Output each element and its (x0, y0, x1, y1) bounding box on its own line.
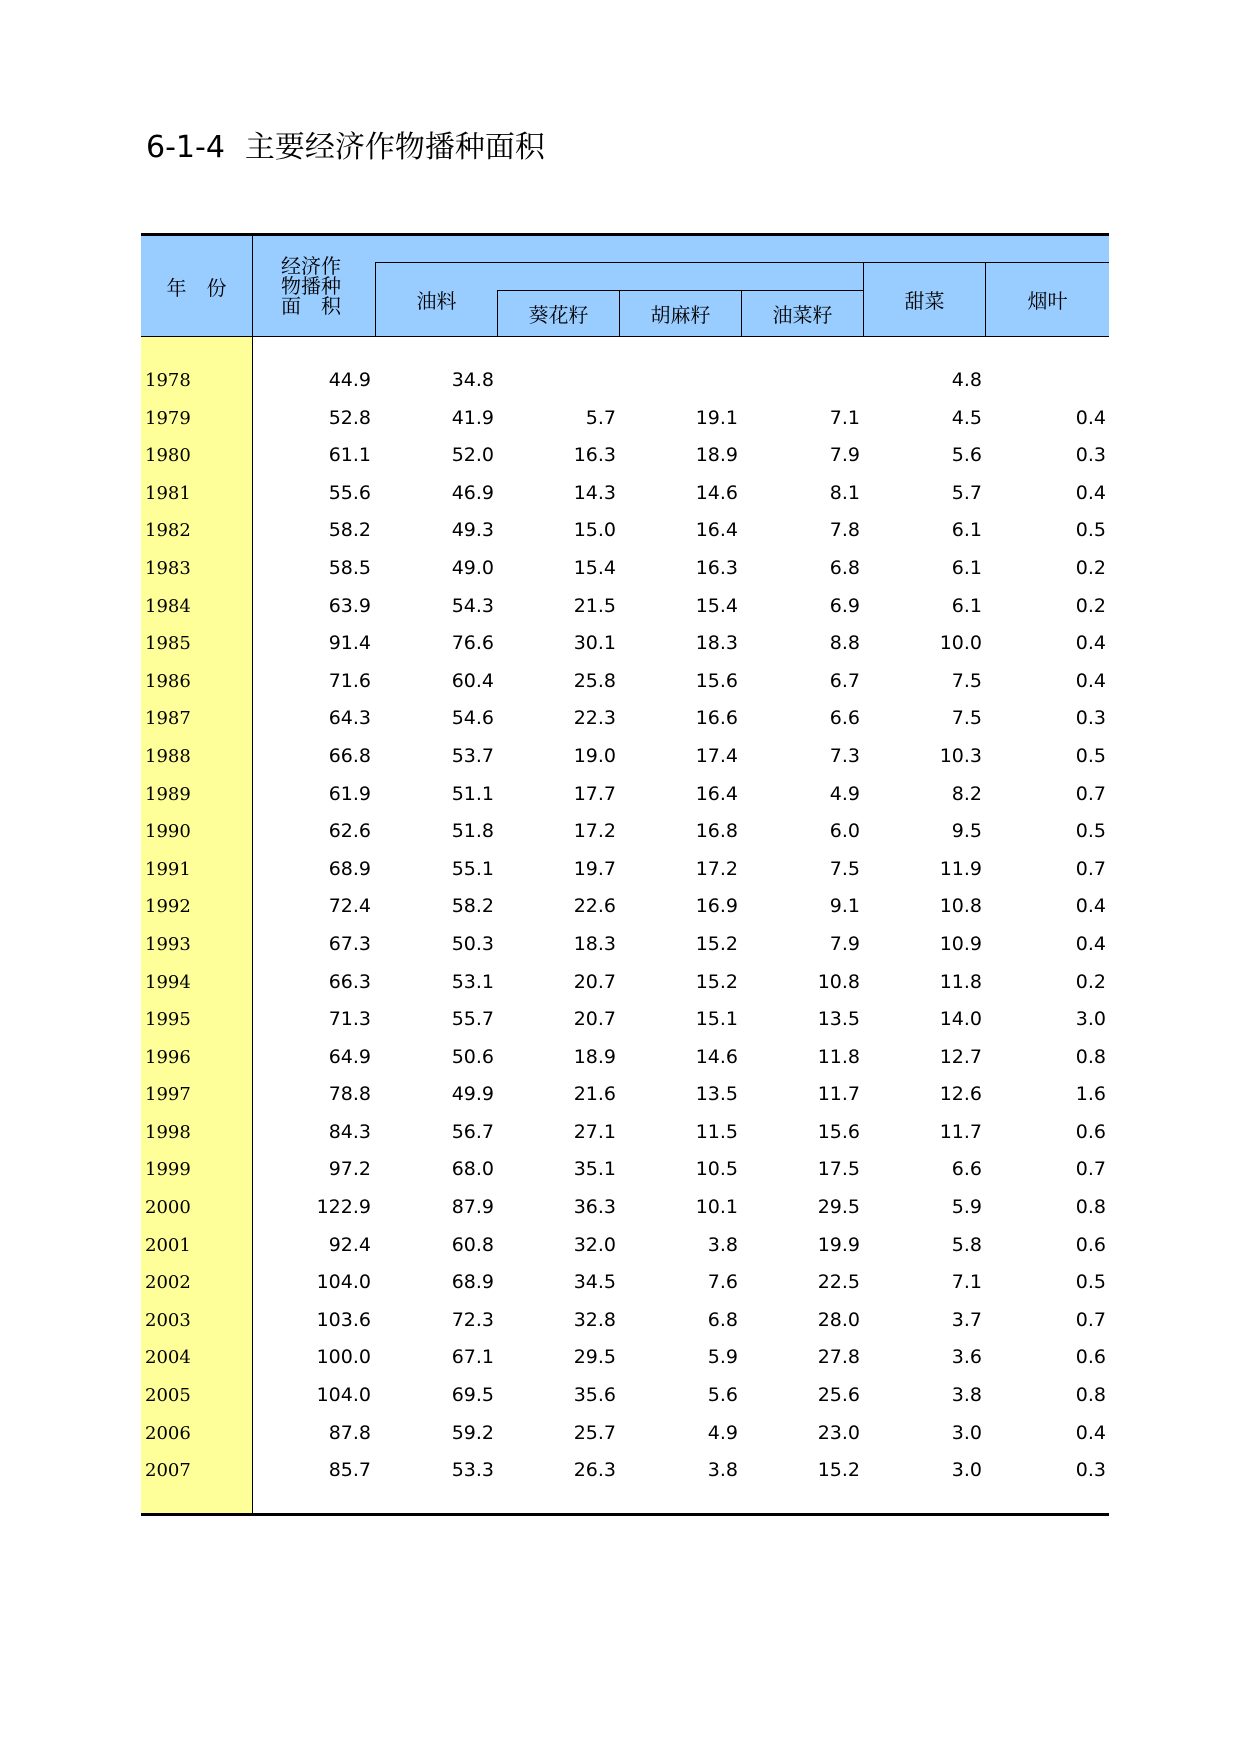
rapeseed-cell: 6.6 (829, 707, 860, 730)
year-cell: 1989 (145, 783, 191, 805)
year-cell: 2003 (145, 1309, 191, 1331)
tobacco-cell: 0.5 (1075, 744, 1106, 767)
rapeseed-cell: 7.9 (829, 444, 860, 467)
total-cell: 52.8 (328, 406, 371, 429)
data-table (141, 233, 1109, 1516)
total-cell: 72.4 (328, 895, 371, 918)
rapeseed-cell: 9.1 (829, 895, 860, 918)
tobacco-cell: 0.7 (1075, 782, 1106, 805)
total-cell: 122.9 (316, 1196, 371, 1219)
total-cell: 67.3 (328, 932, 371, 955)
sunflower-cell: 14.3 (573, 481, 616, 504)
sunflower-cell: 15.0 (573, 519, 616, 542)
tobacco-cell: 3.0 (1075, 1008, 1106, 1031)
sunflower-cell: 21.6 (573, 1083, 616, 1106)
rapeseed-cell: 23.0 (817, 1421, 860, 1444)
flax-cell: 15.2 (695, 932, 738, 955)
flax-cell (620, 362, 738, 400)
table-row (141, 1339, 1109, 1377)
flax-cell: 16.8 (695, 820, 738, 843)
sugarbeet-cell: 12.6 (939, 1083, 982, 1106)
year-cell: 1998 (145, 1121, 191, 1143)
table-row (141, 964, 1109, 1002)
table-row (141, 1189, 1109, 1227)
sugarbeet-cell: 11.7 (939, 1120, 982, 1143)
year-cell: 2006 (145, 1422, 191, 1444)
sugarbeet-cell: 14.0 (939, 1008, 982, 1031)
table-row (141, 738, 1109, 776)
sunflower-cell: 35.6 (573, 1384, 616, 1407)
sugarbeet-cell: 12.7 (939, 1045, 982, 1068)
rapeseed-cell: 19.9 (817, 1233, 860, 1256)
year-cell: 1994 (145, 971, 191, 993)
total-cell: 71.6 (328, 669, 371, 692)
sunflower-cell: 19.7 (573, 857, 616, 880)
oil-cell: 51.1 (451, 782, 494, 805)
sunflower-cell: 18.3 (573, 932, 616, 955)
total-cell: 91.4 (328, 632, 371, 655)
flax-cell: 10.1 (695, 1196, 738, 1219)
table-rows (141, 362, 1109, 1490)
year-cell: 1992 (145, 896, 191, 918)
sugarbeet-cell: 6.1 (951, 594, 982, 617)
sunflower-cell: 20.7 (573, 970, 616, 993)
table-row (141, 813, 1109, 851)
total-cell: 58.2 (328, 519, 371, 542)
sugarbeet-cell: 3.0 (951, 1421, 982, 1444)
tobacco-cell: 0.4 (1075, 932, 1106, 955)
page-title (146, 122, 545, 166)
flax-cell: 4.9 (707, 1421, 738, 1444)
oil-cell: 58.2 (451, 895, 494, 918)
sugarbeet-cell: 3.6 (951, 1346, 982, 1369)
total-cell: 66.8 (328, 744, 371, 767)
sugarbeet-cell: 9.5 (951, 820, 982, 843)
rapeseed-cell: 15.6 (817, 1120, 860, 1143)
table-row (141, 400, 1109, 438)
sunflower-cell: 16.3 (573, 444, 616, 467)
oil-cell: 50.6 (451, 1045, 494, 1068)
rapeseed-cell (742, 362, 860, 400)
sugarbeet-cell: 6.6 (951, 1158, 982, 1181)
rapeseed-cell: 28.0 (817, 1308, 860, 1331)
flax-cell: 6.8 (707, 1308, 738, 1331)
year-cell: 2007 (145, 1460, 191, 1482)
year-cell: 1984 (145, 595, 191, 617)
oil-cell: 34.8 (451, 369, 494, 391)
sunflower-cell: 22.3 (573, 707, 616, 730)
sunflower-cell: 21.5 (573, 594, 616, 617)
flax-cell: 3.8 (707, 1233, 738, 1256)
tobacco-cell: 0.4 (1075, 481, 1106, 504)
sunflower-cell: 36.3 (573, 1196, 616, 1219)
rapeseed-cell: 4.9 (829, 782, 860, 805)
sugarbeet-cell: 11.9 (939, 857, 982, 880)
flax-cell: 18.9 (695, 444, 738, 467)
header-rapeseed: 油菜籽 (772, 303, 833, 327)
table-row (141, 1227, 1109, 1265)
sugarbeet-cell: 7.5 (951, 669, 982, 692)
flax-cell: 17.4 (695, 744, 738, 767)
oil-cell: 87.9 (451, 1196, 494, 1219)
table-row (141, 1302, 1109, 1340)
rapeseed-cell: 10.8 (817, 970, 860, 993)
sugarbeet-cell: 11.8 (939, 970, 982, 993)
oil-cell: 49.9 (451, 1083, 494, 1106)
flax-cell: 18.3 (695, 632, 738, 655)
sunflower-cell: 29.5 (573, 1346, 616, 1369)
total-cell: 64.9 (328, 1045, 371, 1068)
year-cell: 1981 (145, 482, 191, 504)
total-cell: 58.5 (328, 556, 371, 579)
tobacco-cell: 0.2 (1075, 970, 1106, 993)
year-cell: 1986 (145, 670, 191, 692)
rapeseed-cell: 8.8 (829, 632, 860, 655)
sunflower-cell: 5.7 (585, 406, 616, 429)
sugarbeet-cell: 6.1 (951, 519, 982, 542)
tobacco-cell (986, 362, 1106, 400)
table-row (141, 926, 1109, 964)
rapeseed-cell: 22.5 (817, 1271, 860, 1294)
flax-cell: 5.9 (707, 1346, 738, 1369)
sunflower-cell: 17.2 (573, 820, 616, 843)
rapeseed-cell: 6.7 (829, 669, 860, 692)
total-cell: 85.7 (328, 1459, 371, 1482)
sunflower-cell: 15.4 (573, 556, 616, 579)
table-row (141, 663, 1109, 701)
oil-cell: 76.6 (451, 632, 494, 655)
sugarbeet-cell: 6.1 (951, 556, 982, 579)
table-row (141, 1151, 1109, 1189)
sunflower-cell: 32.0 (573, 1233, 616, 1256)
tobacco-cell: 0.6 (1075, 1233, 1106, 1256)
rapeseed-cell: 13.5 (817, 1008, 860, 1031)
year-cell: 1978 (145, 370, 191, 391)
table-body (141, 337, 1109, 1513)
flax-cell: 10.5 (695, 1158, 738, 1181)
tobacco-cell: 0.2 (1075, 594, 1106, 617)
header-sugarbeet: 甜菜 (904, 288, 945, 313)
sunflower-cell: 19.0 (573, 744, 616, 767)
oil-cell: 59.2 (451, 1421, 494, 1444)
flax-cell: 16.4 (695, 519, 738, 542)
total-cell: 87.8 (328, 1421, 371, 1444)
total-cell: 97.2 (328, 1158, 371, 1181)
table-row (141, 1114, 1109, 1152)
flax-cell: 15.1 (695, 1008, 738, 1031)
year-cell: 1996 (145, 1046, 191, 1068)
sugarbeet-cell: 10.3 (939, 744, 982, 767)
oil-cell: 55.1 (451, 857, 494, 880)
sugarbeet-cell: 5.6 (951, 444, 982, 467)
oil-cell: 60.8 (451, 1233, 494, 1256)
flax-cell: 16.4 (695, 782, 738, 805)
table-row (141, 362, 1109, 400)
year-cell: 2002 (145, 1272, 191, 1294)
flax-cell: 7.6 (707, 1271, 738, 1294)
oil-cell: 56.7 (451, 1120, 494, 1143)
year-cell: 2001 (145, 1234, 191, 1256)
header-sunflower: 葵花籽 (528, 303, 589, 327)
table-row (141, 1039, 1109, 1077)
flax-cell: 15.2 (695, 970, 738, 993)
table-row (141, 588, 1109, 626)
tobacco-cell: 0.8 (1075, 1045, 1106, 1068)
oil-cell: 60.4 (451, 669, 494, 692)
rapeseed-cell: 7.1 (829, 406, 860, 429)
sugarbeet-cell: 3.8 (951, 1384, 982, 1407)
year-cell: 1999 (145, 1159, 191, 1181)
year-cell: 1993 (145, 933, 191, 955)
tobacco-cell: 1.6 (1075, 1083, 1106, 1106)
flax-cell: 14.6 (695, 481, 738, 504)
tobacco-cell: 0.3 (1075, 707, 1106, 730)
tobacco-cell: 0.6 (1075, 1120, 1106, 1143)
flax-cell: 11.5 (695, 1120, 738, 1143)
table-row (141, 1377, 1109, 1415)
sunflower-cell: 25.7 (573, 1421, 616, 1444)
table-row (141, 437, 1109, 475)
sugarbeet-cell: 4.8 (951, 369, 982, 391)
sugarbeet-cell: 3.0 (951, 1459, 982, 1482)
year-cell: 1987 (145, 708, 191, 730)
tobacco-cell: 0.4 (1075, 895, 1106, 918)
year-cell: 1988 (145, 745, 191, 767)
header-flax: 胡麻籽 (650, 303, 711, 327)
rapeseed-cell: 6.0 (829, 820, 860, 843)
rapeseed-cell: 27.8 (817, 1346, 860, 1369)
year-cell: 1991 (145, 858, 191, 880)
tobacco-cell: 0.7 (1075, 1158, 1106, 1181)
rapeseed-cell: 7.3 (829, 744, 860, 767)
sunflower-cell: 35.1 (573, 1158, 616, 1181)
sunflower-cell: 34.5 (573, 1271, 616, 1294)
sugarbeet-cell: 7.5 (951, 707, 982, 730)
rapeseed-cell: 7.5 (829, 857, 860, 880)
oil-cell: 72.3 (451, 1308, 494, 1331)
total-cell: 104.0 (316, 1384, 371, 1407)
total-cell: 44.9 (328, 369, 371, 391)
table-row (141, 1001, 1109, 1039)
tobacco-cell: 0.5 (1075, 820, 1106, 843)
table-number: 6-1-4 (146, 130, 225, 165)
total-cell: 64.3 (328, 707, 371, 730)
oil-cell: 68.9 (451, 1271, 494, 1294)
total-cell: 84.3 (328, 1120, 371, 1143)
table-row (141, 851, 1109, 889)
sunflower-cell: 25.8 (573, 669, 616, 692)
oil-cell: 69.5 (451, 1384, 494, 1407)
sunflower-cell: 20.7 (573, 1008, 616, 1031)
flax-cell: 13.5 (695, 1083, 738, 1106)
sunflower-cell: 26.3 (573, 1459, 616, 1482)
table-bottom-rule (141, 1513, 1109, 1516)
year-cell: 1980 (145, 445, 191, 467)
total-cell: 103.6 (316, 1308, 371, 1331)
oil-cell: 51.8 (451, 820, 494, 843)
flax-cell: 16.9 (695, 895, 738, 918)
table-row (141, 1452, 1109, 1490)
tobacco-cell: 0.2 (1075, 556, 1106, 579)
rapeseed-cell: 7.9 (829, 932, 860, 955)
year-cell: 1982 (145, 520, 191, 542)
flax-cell: 14.6 (695, 1045, 738, 1068)
sunflower-cell: 32.8 (573, 1308, 616, 1331)
oil-cell: 41.9 (451, 406, 494, 429)
header-year: 年 份 (166, 275, 227, 300)
tobacco-cell: 0.8 (1075, 1384, 1106, 1407)
header-oil: 油料 (416, 288, 457, 313)
tobacco-cell: 0.7 (1075, 1308, 1106, 1331)
table-row (141, 550, 1109, 588)
sugarbeet-cell: 10.0 (939, 632, 982, 655)
oil-cell: 52.0 (451, 444, 494, 467)
rapeseed-cell: 17.5 (817, 1158, 860, 1181)
year-cell: 2000 (145, 1197, 191, 1219)
oil-cell: 54.3 (451, 594, 494, 617)
table-row (141, 776, 1109, 814)
sunflower-cell: 17.7 (573, 782, 616, 805)
year-cell: 1979 (145, 407, 191, 429)
sugarbeet-cell: 4.5 (951, 406, 982, 429)
total-cell: 66.3 (328, 970, 371, 993)
tobacco-cell: 0.4 (1075, 669, 1106, 692)
flax-cell: 16.6 (695, 707, 738, 730)
tobacco-cell: 0.5 (1075, 519, 1106, 542)
rapeseed-cell: 11.8 (817, 1045, 860, 1068)
rapeseed-cell: 15.2 (817, 1459, 860, 1482)
header-tobacco: 烟叶 (1027, 288, 1068, 313)
total-cell: 78.8 (328, 1083, 371, 1106)
sugarbeet-cell: 10.9 (939, 932, 982, 955)
total-cell: 61.9 (328, 782, 371, 805)
tobacco-cell: 0.7 (1075, 857, 1106, 880)
year-cell: 1985 (145, 633, 191, 655)
oil-cell: 53.1 (451, 970, 494, 993)
sunflower-cell: 30.1 (573, 632, 616, 655)
sunflower-cell (498, 362, 616, 400)
table-header (141, 236, 1109, 337)
oil-cell: 53.7 (451, 744, 494, 767)
sugarbeet-cell: 5.8 (951, 1233, 982, 1256)
flax-cell: 19.1 (695, 406, 738, 429)
year-cell: 1995 (145, 1009, 191, 1031)
sugarbeet-cell: 10.8 (939, 895, 982, 918)
table-row (141, 700, 1109, 738)
total-cell: 55.6 (328, 481, 371, 504)
oil-cell: 54.6 (451, 707, 494, 730)
tobacco-cell: 0.5 (1075, 1271, 1106, 1294)
total-cell: 63.9 (328, 594, 371, 617)
table-title-text: 主要经济作物播种面积 (244, 130, 545, 165)
year-cell: 2004 (145, 1347, 191, 1369)
total-cell: 71.3 (328, 1008, 371, 1031)
total-cell: 61.1 (328, 444, 371, 467)
flax-cell: 15.4 (695, 594, 738, 617)
sunflower-cell: 18.9 (573, 1045, 616, 1068)
sugarbeet-cell: 5.7 (951, 481, 982, 504)
table-row (141, 1076, 1109, 1114)
rapeseed-cell: 7.8 (829, 519, 860, 542)
flax-cell: 15.6 (695, 669, 738, 692)
total-cell: 68.9 (328, 857, 371, 880)
rapeseed-cell: 29.5 (817, 1196, 860, 1219)
flax-cell: 17.2 (695, 857, 738, 880)
sunflower-cell: 27.1 (573, 1120, 616, 1143)
rapeseed-cell: 6.8 (829, 556, 860, 579)
sugarbeet-cell: 5.9 (951, 1196, 982, 1219)
table-row (141, 1415, 1109, 1453)
rapeseed-cell: 6.9 (829, 594, 860, 617)
oil-cell: 67.1 (451, 1346, 494, 1369)
table-row (141, 625, 1109, 663)
oil-cell: 68.0 (451, 1158, 494, 1181)
oil-cell: 53.3 (451, 1459, 494, 1482)
flax-cell: 16.3 (695, 556, 738, 579)
header-total-area: 经济作 物播种 面 积 (281, 254, 341, 318)
oil-cell: 50.3 (451, 932, 494, 955)
table-row (141, 512, 1109, 550)
tobacco-cell: 0.6 (1075, 1346, 1106, 1369)
total-cell: 62.6 (328, 820, 371, 843)
sugarbeet-cell: 8.2 (951, 782, 982, 805)
year-cell: 2005 (145, 1385, 191, 1407)
rapeseed-cell: 11.7 (817, 1083, 860, 1106)
table-row (141, 888, 1109, 926)
rapeseed-cell: 25.6 (817, 1384, 860, 1407)
year-cell: 1983 (145, 557, 191, 579)
sunflower-cell: 22.6 (573, 895, 616, 918)
total-cell: 100.0 (316, 1346, 371, 1369)
year-cell: 1997 (145, 1084, 191, 1106)
tobacco-cell: 0.4 (1075, 406, 1106, 429)
tobacco-cell: 0.3 (1075, 444, 1106, 467)
flax-cell: 3.8 (707, 1459, 738, 1482)
oil-cell: 55.7 (451, 1008, 494, 1031)
tobacco-cell: 0.4 (1075, 1421, 1106, 1444)
year-cell: 1990 (145, 821, 191, 843)
total-cell: 92.4 (328, 1233, 371, 1256)
flax-cell: 5.6 (707, 1384, 738, 1407)
rapeseed-cell: 8.1 (829, 481, 860, 504)
table-row (141, 1264, 1109, 1302)
oil-cell: 49.0 (451, 556, 494, 579)
tobacco-cell: 0.3 (1075, 1459, 1106, 1482)
table-row (141, 475, 1109, 513)
oil-cell: 46.9 (451, 481, 494, 504)
tobacco-cell: 0.4 (1075, 632, 1106, 655)
sugarbeet-cell: 3.7 (951, 1308, 982, 1331)
total-cell: 104.0 (316, 1271, 371, 1294)
sugarbeet-cell: 7.1 (951, 1271, 982, 1294)
oil-cell: 49.3 (451, 519, 494, 542)
tobacco-cell: 0.8 (1075, 1196, 1106, 1219)
